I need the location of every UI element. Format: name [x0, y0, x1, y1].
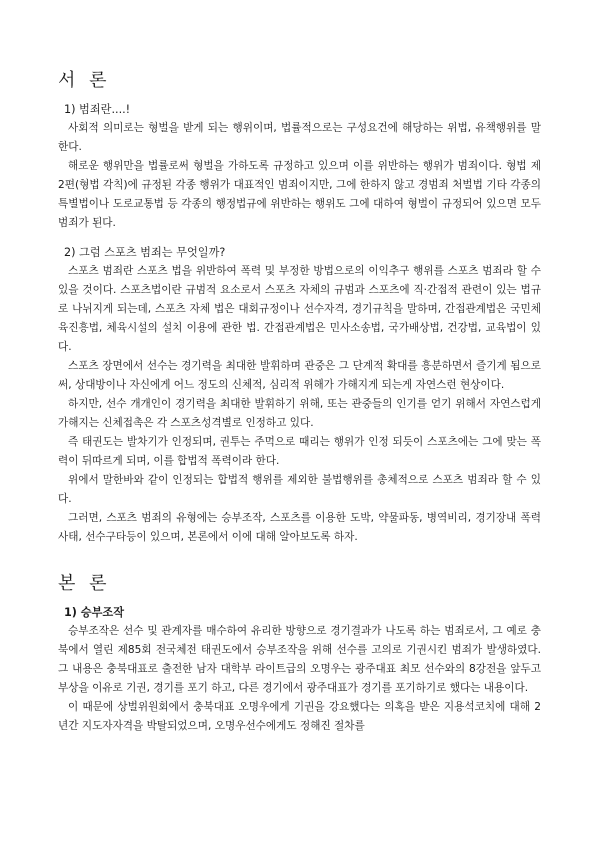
- paragraph: 이 때문에 상벌위원회에서 충북대표 오명우에게 기권을 강요했다는 의혹을 받은 지용석코치에 대해 2년간 지도자자격을 박탈되었으며, 오명우선수에게도 정해진 절차를: [58, 701, 541, 732]
- paragraph: 사회적 의미로는 형벌을 받게 되는 행위이며, 법률적으로는 구성요건에 해당하는 위법, 유책행위를 말한다.: [58, 122, 541, 153]
- subsection-title-crime: 1) 범죄란....!: [64, 103, 131, 116]
- paragraph: 스포츠 범죄란 스포츠 법을 위반하여 폭력 및 부정한 방법으로의 이익추구 행위를 스포츠 범죄라 할 수 있을 것이다. 스포츠법이란 규범적 요소로서 스포츠 자체의 규범과 스포츠에 직·간접적 관련이 있는 법규로 나뉘지게 되는데, 스포츠 자체 법은 대회규정이나 선수자격, 경기규칙을 말하며, 간접관계법은 국민체육진흥법, 체육시설의 설치 이용에 관한 법. 간접관계법은 민사소송법, 국가배상법, 건강법, 교육법이 있다.: [58, 265, 541, 353]
- section-heading-intro: 서 론: [58, 70, 111, 91]
- paragraph: 위에서 말한바와 같이 인정되는 합법적 행위를 제외한 불법행위를 총체적으로 스포츠 범죄라 할 수 있다.: [58, 474, 541, 505]
- paragraph: 해로운 행위만을 법률로써 형벌을 가하도록 규정하고 있으며 이를 위반하는 행위가 범죄이다. 형법 제 2편(형법 각칙)에 규정된 각종 행위가 대표적인 범죄이지만, 그에 한하지 않고 경범죄 처벌법 기타 각종의 특별법이나 도로교통법 등 각종의 행정법규에 위반하는 행위도 그에 대하여 형벌이 규정되어 있으면 모두 범죄가 된다.: [58, 160, 541, 229]
- paragraph: 하지만, 선수 개개인이 경기력을 최대한 발휘하기 위해, 또는 관중들의 인기를 얻기 위해서 자연스럽게 가해지는 신체접촉은 각 스포츠성격별로 인정하고 있다.: [58, 398, 541, 429]
- paragraph: 즉 태권도는 발차기가 인정되며, 권투는 주먹으로 때리는 행위가 인정 되듯이 스포츠에는 그에 맞는 폭력이 뒤따르게 되며, 이를 합법적 폭력이라 한다.: [58, 436, 541, 467]
- paragraph: 스포츠 장면에서 선수는 경기력을 최대한 발휘하며 관중은 그 단계적 확대를 흥분하면서 즐기게 됨으로써, 상대방이나 자신에게 어느 정도의 신체적, 심리적 위해가 가해지게 되는게 자연스런 현상이다.: [58, 360, 541, 391]
- section-heading-body: 본 론: [58, 573, 111, 594]
- subsection-title-match-fixing: 1) 승부조작: [64, 606, 125, 619]
- paragraph: 승부조작은 선수 및 관계자를 매수하여 유리한 방향으로 경기결과가 나도록 하는 범죄로서, 그 예로 충북에서 열린 제85회 전국체전 태권도에서 승부조작을 위해 선수를 고의로 기권시킨 범죄가 발생하였다. 그 내용은 충북대표로 출전한 남자 대학부 라이트급의 오명우는 광주대표 최모 선수와의 8강전을 앞두고 부상을 이유로 기권, 경기를 포기 하고, 다른 경기에서 광주대표가 경기를 포기하기로 했다는 내용이다.: [58, 625, 541, 694]
- subsection-title-sports-crime: 2) 그럼 스포츠 범죄는 무엇일까?: [64, 246, 226, 259]
- paragraph: 그러면, 스포츠 범죄의 유형에는 승부조작, 스포츠를 이용한 도박, 약물파동, 병역비리, 경기장내 폭력사태, 선수구타등이 있으며, 본론에서 이에 대해 알아보도록 하자.: [58, 512, 541, 543]
